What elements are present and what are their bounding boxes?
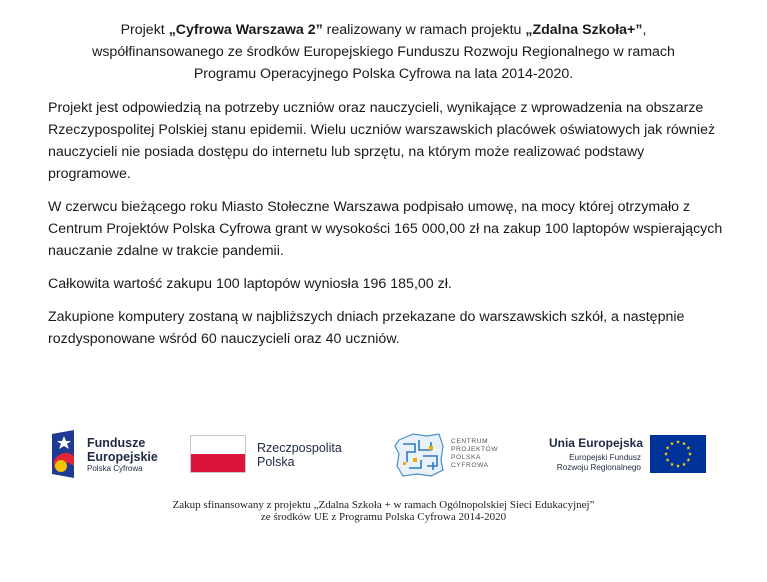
polish-flag-icon [190, 435, 246, 473]
intro-block [40, 19, 727, 85]
parent-project-name: „Zdalna Szkoła+” [525, 22, 643, 38]
logo-strip [0, 428, 767, 482]
unia-europejska-logo [545, 428, 715, 482]
fe-title-line: Europejskie [87, 450, 158, 464]
ue-subtitle-line: Rozwoju Regionalnego [556, 463, 641, 472]
rzeczpospolita-polska-logo [190, 428, 360, 482]
eu-flag-icon [650, 435, 706, 473]
cppc-title-line: PROJEKTÓW [451, 446, 499, 453]
intro-line-2: współfinansowanego ze środków Europejskiego Funduszu Rozwoju Regionalnego w ramach [92, 44, 675, 60]
rp-title-line: Polska [257, 455, 295, 469]
intro-line-1 [40, 19, 727, 41]
paragraph: Całkowita wartość zakupu 100 laptopów wyniosła 196 185,00 zł. [48, 276, 452, 292]
intro-line-3: Programu Operacyjnego Polska Cyfrowa na lata 2014-2020. [193, 66, 574, 82]
footer-note [100, 499, 667, 523]
body-text [48, 97, 728, 361]
ue-subtitle [545, 453, 641, 473]
ue-subtitle-line: Europejski Fundusz [569, 453, 641, 462]
cppc-title [451, 438, 498, 470]
paragraph: W czerwcu bieżącego roku Miasto Stołeczne Warszawa podpisało umowę, na mocy której otrzymało z Centrum Projektów Polska Cyfrowa grant w wysokości 165 000,00 zł na zakup 100 laptopów wspierających nauczanie zdalne w trakcie pandemii. [48, 199, 723, 259]
paragraph: Zakupione komputery zostaną w najbliższych dniach przekazane do warszawskich szkół, a następnie rozdysponowane wśród 60 nauczycieli oraz 40 uczniów. [48, 309, 685, 347]
fundusze-europejskie-logo [50, 428, 170, 482]
rp-title [257, 441, 342, 469]
intro-text: , [642, 22, 647, 38]
intro-text: realizowany w ramach projektu [322, 22, 526, 38]
ue-title: Unia Europejska [548, 436, 643, 450]
cppc-title-line: CYFROWA [451, 462, 489, 469]
cppc-map-icon [393, 432, 445, 478]
centrum-projektow-logo [393, 428, 533, 482]
project-name: „Cyfrowa Warszawa 2” [168, 22, 323, 38]
footer-line: ze środków UE z Programu Polska Cyfrowa 2014-2020 [260, 511, 507, 523]
rp-title-line: Rzeczpospolita [257, 441, 342, 455]
fe-title-line: Fundusze [87, 436, 146, 450]
fe-title [87, 436, 158, 464]
cppc-title-line: POLSKA [451, 454, 481, 461]
fe-subtitle: Polska Cyfrowa [87, 464, 143, 473]
paragraph: Projekt jest odpowiedzią na potrzeby uczniów oraz nauczycieli, wynikające z wprowadzenia na obszarze Rzeczypospolitej Polskiej stanu epidemii. Wielu uczniów warszawskich placówek oświatowych jak również nauczycieli nie posiada dostępu do internetu lub sprzętu, na którym może realizować podstawy programowe. [48, 100, 716, 182]
footer-line: Zakup sfinansowany z projektu „Zdalna Szkoła + w ramach Ogólnopolskiej Sieci Edukacyjnej” [172, 499, 595, 511]
fe-emblem-icon [50, 430, 78, 480]
cppc-title-line: CENTRUM [451, 438, 489, 445]
intro-text: Projekt [120, 22, 169, 38]
